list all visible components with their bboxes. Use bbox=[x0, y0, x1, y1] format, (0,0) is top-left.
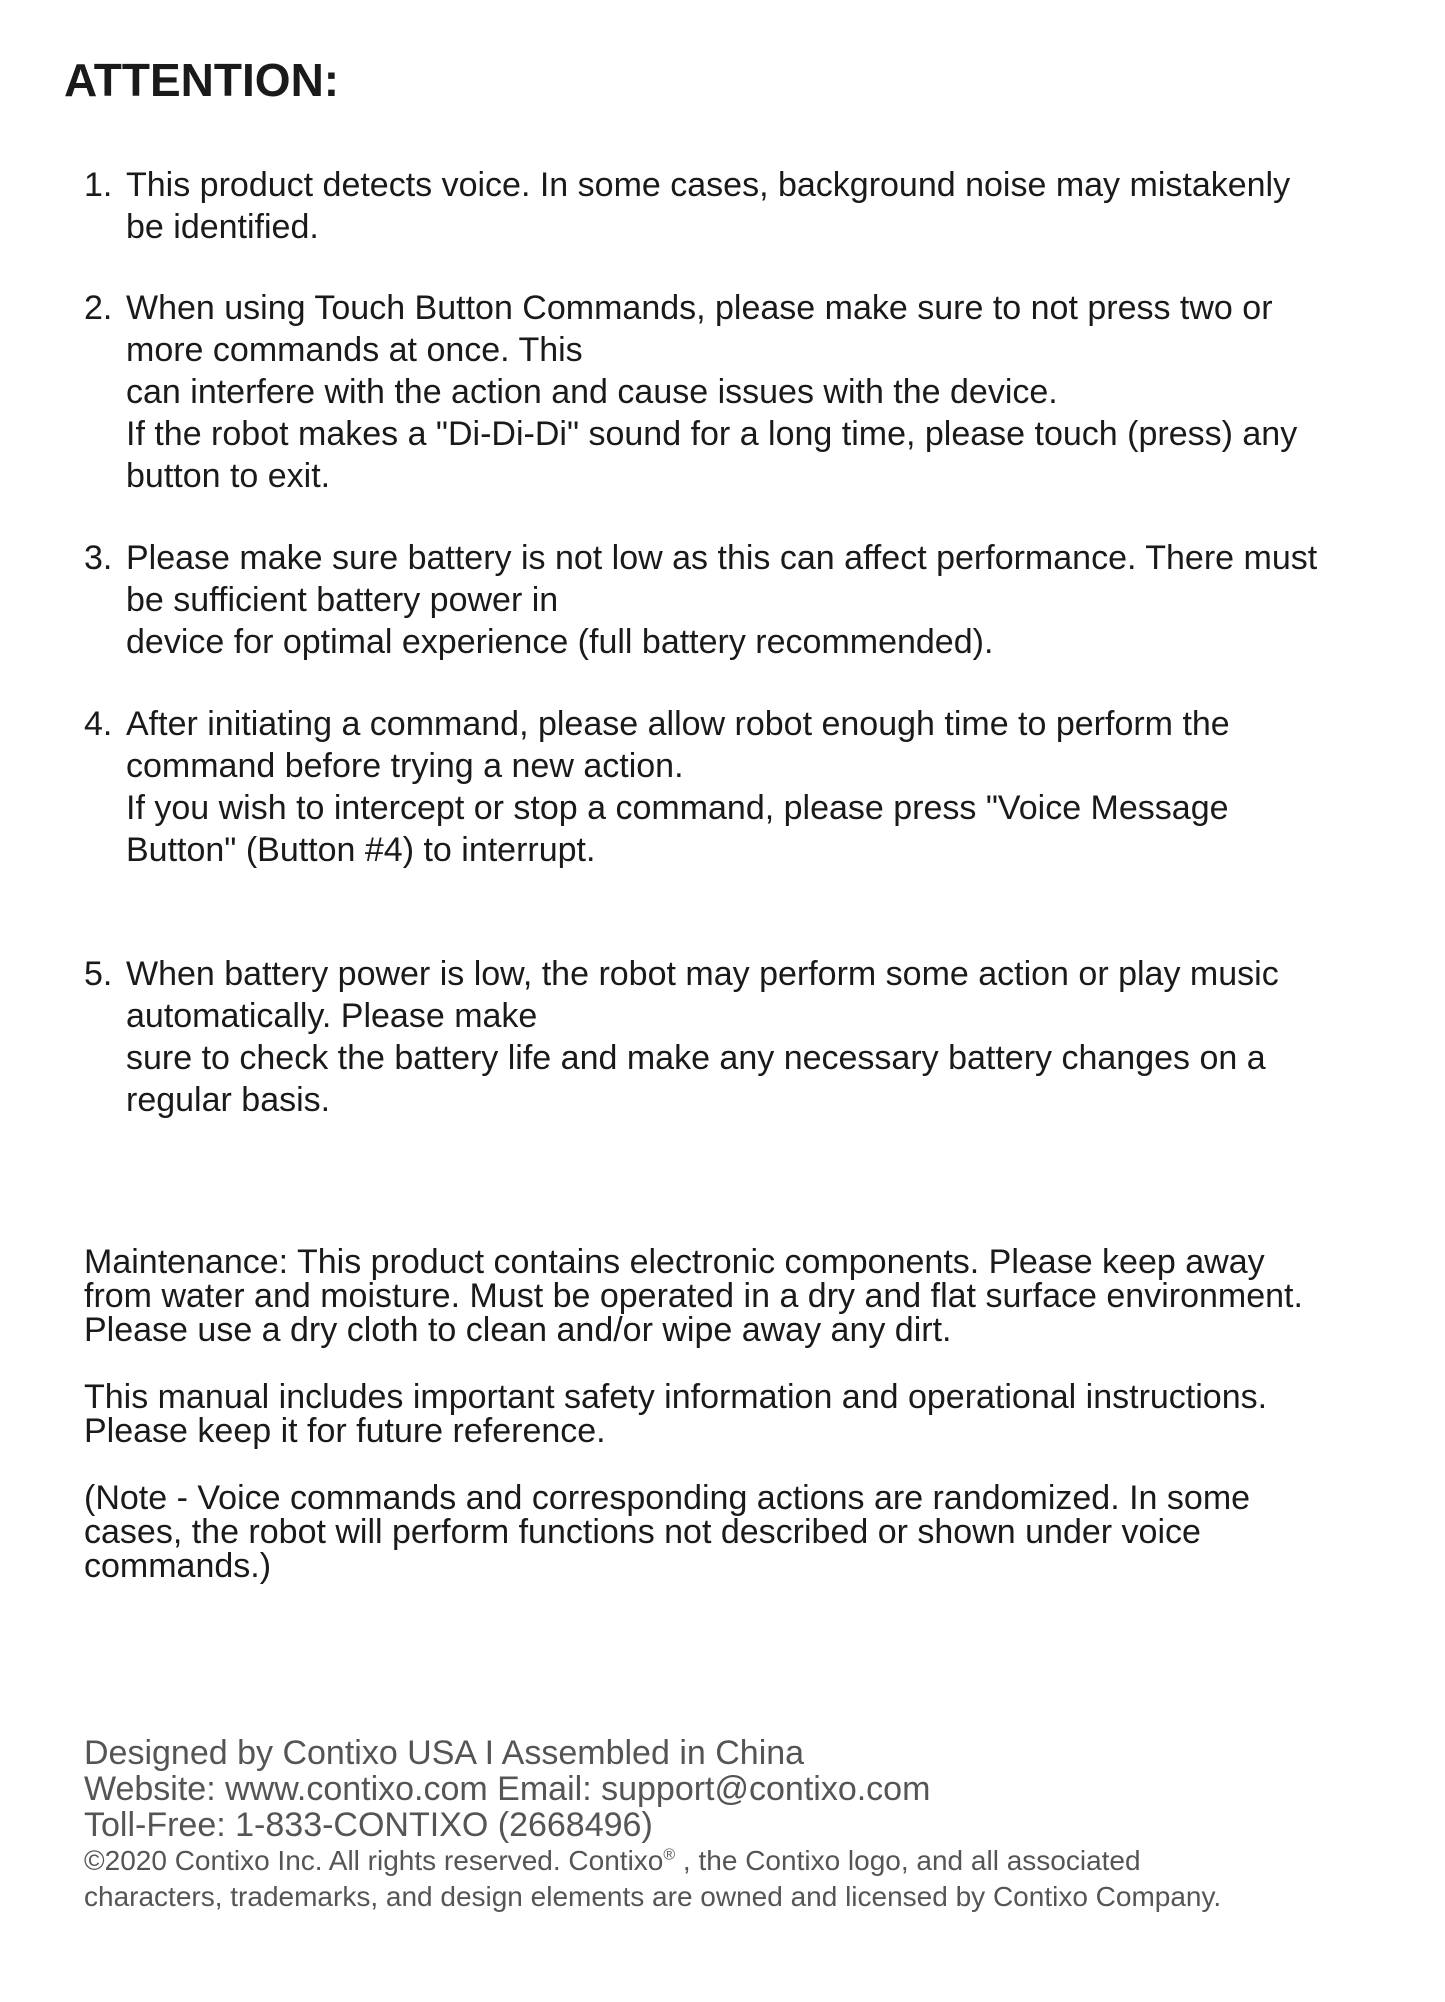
company-footer bbox=[84, 1735, 1424, 1915]
paragraph-line: This manual includes important safety information and operational instructions. bbox=[84, 1378, 1268, 1416]
item-line: If the robot makes a "Di-Di-Di" sound for a long time, please touch (press) any bbox=[126, 415, 1298, 453]
item-line: Button" (Button #4) to interrupt. bbox=[126, 831, 596, 869]
copyright-line-2: characters, trademarks, and design elements are owned and licensed by Contixo Company. bbox=[84, 1881, 1222, 1912]
paragraph-line: Please use a dry cloth to clean and/or wipe away any dirt. bbox=[84, 1311, 952, 1349]
item-number: 3. bbox=[84, 539, 113, 577]
item-line: automatically. Please make bbox=[126, 997, 538, 1035]
registered-mark: ® bbox=[663, 1846, 676, 1864]
copyright-line-1 bbox=[84, 1843, 1424, 1879]
manual-note-paragraph bbox=[84, 1380, 1424, 1448]
attention-item-2 bbox=[84, 287, 1414, 497]
voice-note-paragraph bbox=[84, 1481, 1424, 1583]
item-number: 5. bbox=[84, 955, 113, 993]
copyright-suffix: , the Contixo logo, and all associated bbox=[675, 1845, 1141, 1876]
attention-item-5 bbox=[84, 953, 1414, 1121]
item-line: This product detects voice. In some cases, background noise may mistakenly bbox=[126, 166, 1291, 204]
paragraph-line: Maintenance: This product contains electronic components. Please keep away bbox=[84, 1243, 1265, 1281]
website-email-text: Website: www.contixo.com Email: support@contixo.com bbox=[84, 1770, 931, 1808]
item-line: be sufficient battery power in bbox=[126, 581, 559, 619]
designed-by-text: Designed by Contixo USA I Assembled in China bbox=[84, 1734, 805, 1772]
attention-item-3 bbox=[84, 537, 1414, 663]
item-number: 1. bbox=[84, 166, 113, 204]
paragraph-line: from water and moisture. Must be operated in a dry and flat surface environment. bbox=[84, 1277, 1303, 1315]
paragraph-line: (Note - Voice commands and corresponding actions are randomized. In some bbox=[84, 1479, 1251, 1517]
item-line: When using Touch Button Commands, please make sure to not press two or bbox=[126, 289, 1273, 327]
item-line: button to exit. bbox=[126, 457, 331, 495]
paragraph-line: cases, the robot will perform functions not described or shown under voice bbox=[84, 1513, 1201, 1551]
attention-item-1 bbox=[84, 164, 1414, 248]
paragraph-line: Please keep it for future reference. bbox=[84, 1412, 606, 1450]
item-line: After initiating a command, please allow robot enough time to perform the bbox=[126, 705, 1230, 743]
maintenance-paragraph bbox=[84, 1245, 1424, 1347]
copyright-prefix: ©2020 Contixo Inc. All rights reserved. Contixo bbox=[84, 1845, 664, 1876]
item-number: 4. bbox=[84, 705, 113, 743]
item-line: If you wish to intercept or stop a command, please press "Voice Message bbox=[126, 789, 1229, 827]
toll-free-text: Toll-Free: 1-833-CONTIXO (2668496) bbox=[84, 1806, 653, 1844]
item-line: more commands at once. This bbox=[126, 331, 583, 369]
item-line: can interfere with the action and cause issues with the device. bbox=[126, 373, 1058, 411]
item-line: device for optimal experience (full battery recommended). bbox=[126, 623, 994, 661]
paragraph-line: commands.) bbox=[84, 1547, 272, 1585]
item-line: sure to check the battery life and make any necessary battery changes on a bbox=[126, 1039, 1266, 1077]
attention-heading: ATTENTION: bbox=[64, 54, 340, 106]
item-line: command before trying a new action. bbox=[126, 747, 684, 785]
item-number: 2. bbox=[84, 289, 113, 327]
item-line: When battery power is low, the robot may perform some action or play music bbox=[126, 955, 1279, 993]
attention-item-4 bbox=[84, 703, 1414, 871]
item-line: be identified. bbox=[126, 208, 319, 246]
item-line: regular basis. bbox=[126, 1081, 331, 1119]
item-line: Please make sure battery is not low as this can affect performance. There must bbox=[126, 539, 1318, 577]
